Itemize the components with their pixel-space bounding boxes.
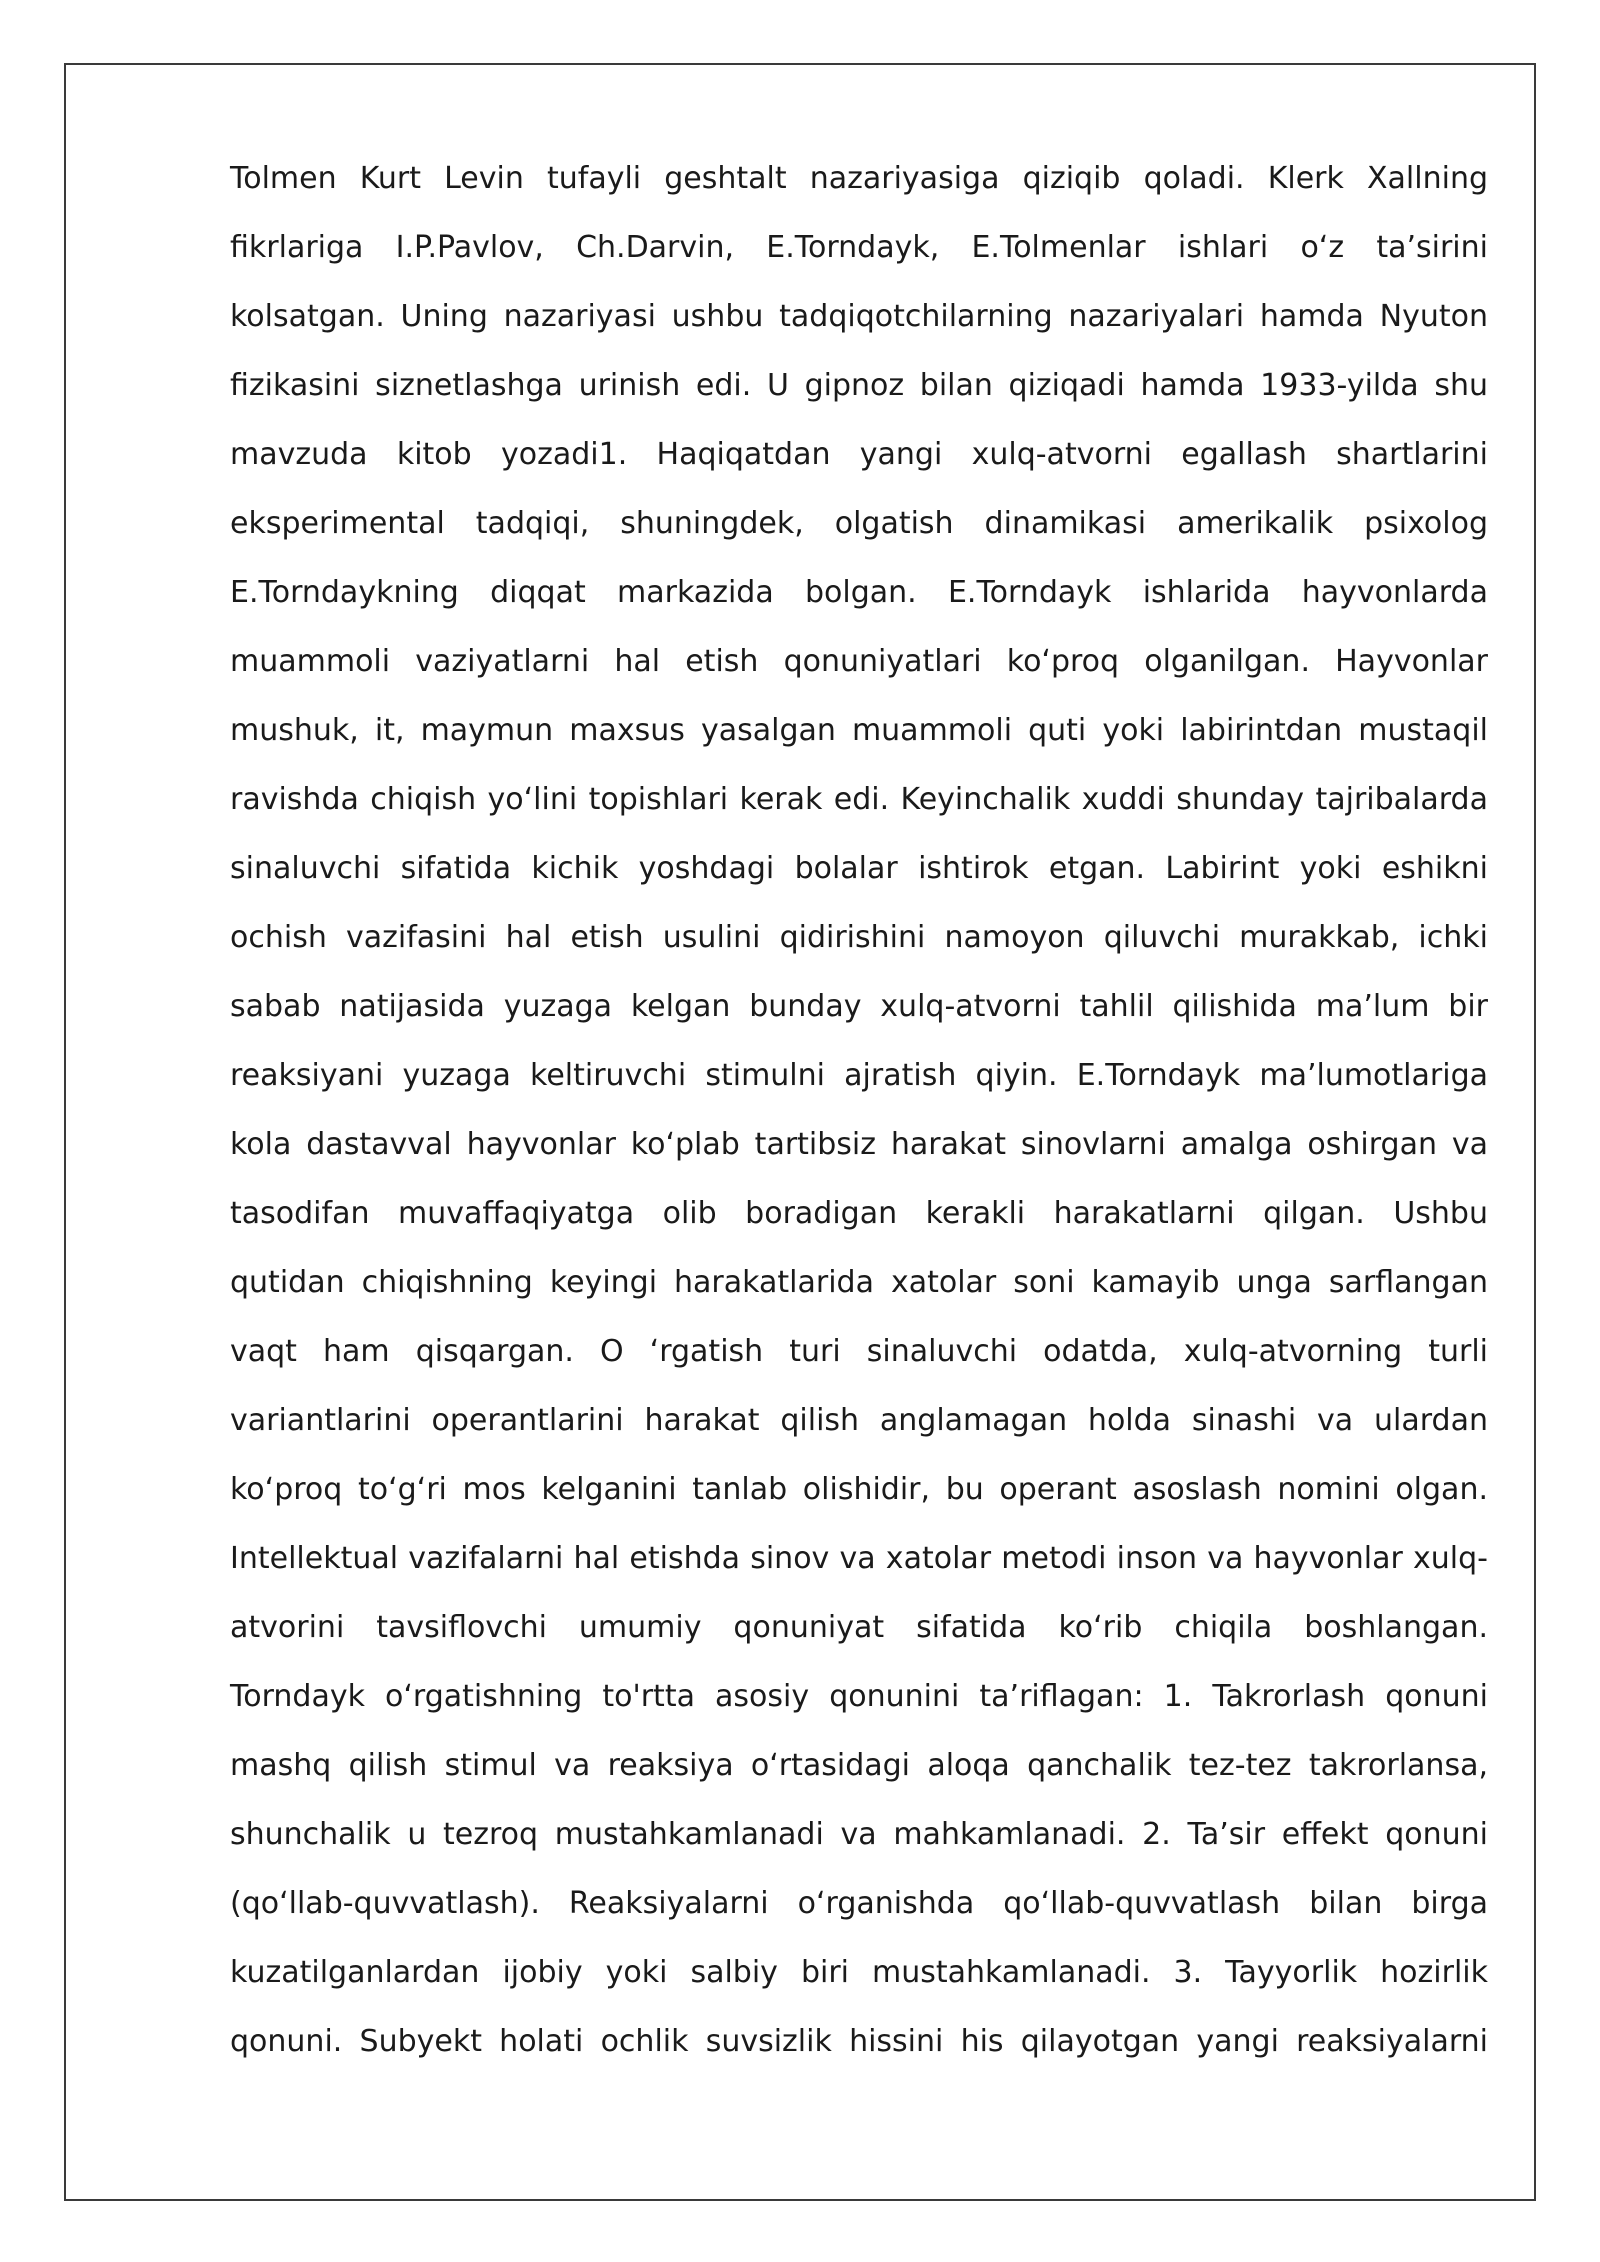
text-line: qonuni. Subyekt holati ochlik suvsizlik hissini his qilayotgan yangi reaksiyalarni bbox=[230, 2024, 1488, 2059]
text-line: tasodifan muvaffaqiyatga olib boradigan kerakli harakatlarni qilgan. Ushbu bbox=[230, 1196, 1488, 1231]
text-line: (qoʻllab-quvvatlash). Reaksiyalarni oʻrganishda qoʻllab-quvvatlash bilan birga bbox=[230, 1886, 1488, 1921]
text-line: shunchalik u tezroq mustahkamlanadi va mahkamlanadi. 2. Taʼsir effekt qonuni bbox=[230, 1817, 1488, 1852]
text-line: variantlarini operantlarini harakat qilish anglamagan holda sinashi va ulardan bbox=[230, 1403, 1488, 1438]
text-line: koʻproq toʻgʻri mos kelganini tanlab olishidir, bu operant asoslash nomini olgan. bbox=[230, 1472, 1488, 1507]
text-line: fikrlariga I.P.Pavlov, Ch.Darvin, E.Torndayk, E.Tolmenlar ishlari oʻz taʼsirini bbox=[230, 230, 1488, 265]
text-line: eksperimental tadqiqi, shuningdek, olgatish dinamikasi amerikalik psixolog bbox=[230, 506, 1488, 541]
text-line: muammoli vaziyatlarni hal etish qonuniyatlari koʻproq olganilgan. Hayvonlar bbox=[230, 644, 1488, 679]
text-line: reaksiyani yuzaga keltiruvchi stimulni ajratish qiyin. E.Torndayk maʼlumotlariga bbox=[230, 1058, 1488, 1093]
text-line: ravishda chiqish yoʻlini topishlari kerak edi. Keyinchalik xuddi shunday tajribalarda bbox=[230, 782, 1488, 817]
text-line: ochish vazifasini hal etish usulini qidirishini namoyon qiluvchi murakkab, ichki bbox=[230, 920, 1488, 955]
text-line: Torndayk oʻrgatishning to'rtta asosiy qonunini taʼriflagan: 1. Takrorlash qonuni bbox=[230, 1679, 1488, 1714]
text-line: sabab natijasida yuzaga kelgan bunday xulq-atvorni tahlil qilishida maʼlum bir bbox=[230, 989, 1488, 1024]
text-line: qutidan chiqishning keyingi harakatlarida xatolar soni kamayib unga sarflangan bbox=[230, 1265, 1488, 1300]
text-line: E.Torndaykning diqqat markazida bolgan. E.Torndayk ishlarida hayvonlarda bbox=[230, 575, 1488, 610]
text-line: atvorini tavsiflovchi umumiy qonuniyat sifatida koʻrib chiqila boshlangan. bbox=[230, 1610, 1488, 1645]
text-line: sinaluvchi sifatida kichik yoshdagi bolalar ishtirok etgan. Labirint yoki eshikni bbox=[230, 851, 1488, 886]
text-line: kuzatilganlardan ijobiy yoki salbiy biri mustahkamlanadi. 3. Tayyorlik hozirlik bbox=[230, 1955, 1488, 1990]
text-line: fizikasini siznetlashga urinish edi. U gipnoz bilan qiziqadi hamda 1933-yilda shu bbox=[230, 368, 1488, 403]
text-line: Intellektual vazifalarni hal etishda sinov va xatolar metodi inson va hayvonlar xulq- bbox=[230, 1541, 1488, 1576]
text-line: Tolmen Kurt Levin tufayli geshtalt nazariyasiga qiziqib qoladi. Klerk Xallning bbox=[230, 161, 1488, 196]
text-line: vaqt ham qisqargan. O ʻrgatish turi sinaluvchi odatda, xulq-atvorning turli bbox=[230, 1334, 1488, 1369]
document-body bbox=[230, 144, 1488, 2076]
text-line: kolsatgan. Uning nazariyasi ushbu tadqiqotchilarning nazariyalari hamda Nyuton bbox=[230, 299, 1488, 334]
text-line: mashq qilish stimul va reaksiya oʻrtasidagi aloqa qanchalik tez-tez takrorlansa, bbox=[230, 1748, 1488, 1783]
text-line: mavzuda kitob yozadi1. Haqiqatdan yangi xulq-atvorni egallash shartlarini bbox=[230, 437, 1488, 472]
text-line: kola dastavval hayvonlar koʻplab tartibsiz harakat sinovlarni amalga oshirgan va bbox=[230, 1127, 1488, 1162]
text-line: mushuk, it, maymun maxsus yasalgan muammoli quti yoki labirintdan mustaqil bbox=[230, 713, 1488, 748]
